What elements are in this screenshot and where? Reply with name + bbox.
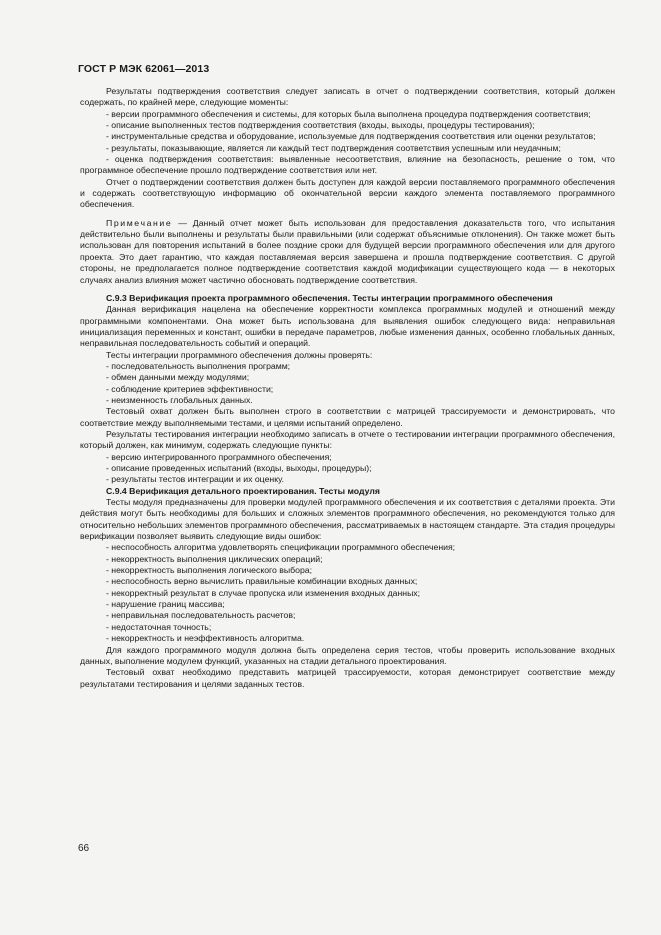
list-item: - некорректный результат в случае пропуска или изменения входных данных; — [106, 587, 421, 598]
list-item: - неспособность алгоритма удовлетворять спецификации программного обеспечения; — [106, 542, 456, 553]
list-item: - некорректность выполнения циклических операций; — [106, 553, 323, 564]
paragraph: Для каждого программного модуля должна быть определена серия тестов, чтобы проверить использование входных данных, выполнение модулем функций, указанных на стадии детального проектирования. — [80, 644, 615, 666]
list-item: - последовательность выполнения программ; — [106, 360, 291, 371]
list-item: - версию интегрированного программного обеспечения; — [106, 451, 332, 462]
document-header: ГОСТ Р МЭК 62061—2013 — [78, 63, 210, 75]
paragraph: Данная верификация нацелена на обеспечение корректности комплекса программных модулей и отношений между программными компонентами. Она может быть использована для выявления ошибок следующего вида: неправильная инициализация переменных и констант, ошибки в передаче параметров, любые изменения данных, особенно глобальных данных, неправильная последовательность событий и операций. — [80, 304, 615, 349]
list-item: - недостаточная точность; — [106, 621, 212, 632]
list-item: - неспособность верно вычислить правильные комбинации входных данных; — [106, 576, 418, 587]
note-text: — Данный отчет может быть использован для предоставления доказательств того, что испытания действительно были выполнены и результаты были правильными (или содержат объяснимые отклонения). Он также может быть использован для повторения испытаний в более поздние сроки для будущей версии программного обеспечения или для другого проекта. Это дает гарантию, что каждая поставляемая версия завершена и прошла подтверждение соответствия. С другой стороны, не предполагается полное подтверждение соответствия каждой модификации существующего кода — в некоторых случаях анализ влияния может частично обосновать подтверждение соответствия. — [80, 217, 615, 285]
paragraph: Тесты модуля предназначены для проверки модулей программного обеспечения и их соответствия с деталями проекта. Эти действия могут быть необходимы для больших и сложных элементов программного обеспечения, но рекомендуются только для относительно небольших элементов программного обеспечения, рассматриваемых в настоящем стандарте. Эта стадия процедуры верификации позволяет выявить следующие виды ошибок: — [80, 497, 615, 542]
paragraph: Тестовый охват должен быть выполнен строго в соответствии с матрицей трассируемости и демонстрировать, что соответствие между выполняемыми тестами, и целями испытаний определено. — [80, 406, 615, 428]
document-body — [80, 86, 615, 690]
paragraph: Результаты подтверждения соответствия следует записать в отчет о подтверждении соответствия, который должен содержать, по крайней мере, следующие моменты: — [80, 86, 615, 108]
list-item: - оценка подтверждения соответствия: выявленные несоответствия, влияние на безопасность, решение о том, что программное обеспечение прошло подтверждение соответствия или нет. — [80, 154, 615, 176]
paragraph: Тестовый охват необходимо представить матрицей трассируемости, которая демонстрирует соответствие между результатами тестирования и целями заданных тестов. — [80, 667, 615, 689]
list-item: - описание проведенных испытаний (входы, выходы, процедуры); — [106, 463, 372, 473]
section-heading: С.9.3 Верификация проекта программного обеспечения. Тесты интеграции программного обеспечения — [106, 292, 553, 303]
list-item: - описание выполненных тестов подтверждения соответствия (входы, выходы, процедуры тестирования); — [106, 120, 535, 131]
list-item: - некорректность и неэффективность алгоритма. — [106, 633, 305, 644]
list-item: - обмен данными между модулями; — [106, 372, 250, 383]
list-item: - инструментальные средства и оборудование, используемые для подтверждения соответствия или оценки результатов; — [106, 131, 596, 142]
list-item: - результаты, показывающие, является ли каждый тест подтверждения соответствия успешным или неудачным; — [106, 142, 561, 153]
list-item: - версии программного обеспечения и системы, для которых была выполнена процедура подтверждения соответствия; — [106, 108, 591, 119]
paragraph: Тесты интеграции программного обеспечения должны проверять: — [106, 349, 373, 360]
note — [80, 218, 615, 286]
list-item: - некорректность выполнения логического выбора; — [106, 565, 313, 576]
list-item: - соблюдение критериев эффективности; — [106, 383, 274, 394]
paragraph: Отчет о подтверждении соответствия должен быть доступен для каждой версии поставляемого программного обеспечения и содержать соответствующую информацию об окончательной версии каждого элемента поставляемого программного обеспечения. — [80, 176, 615, 210]
note-label: Примечание — [106, 217, 173, 228]
paragraph: Результаты тестирования интеграции необходимо записать в отчете о тестировании интеграции программного обеспечения, который должен, как минимум, содержать следующие пункты: — [80, 428, 615, 451]
page-number: 66 — [78, 843, 90, 854]
list-item: - неправильная последовательность расчетов; — [106, 610, 296, 621]
list-item: - нарушение границ массива; — [106, 599, 225, 610]
list-item: - неизменность глобальных данных. — [106, 394, 253, 405]
list-item: - результаты тестов интеграции и их оценку. — [106, 474, 284, 485]
section-heading: С.9.4 Верификация детального проектирования. Тесты модуля — [106, 485, 380, 496]
